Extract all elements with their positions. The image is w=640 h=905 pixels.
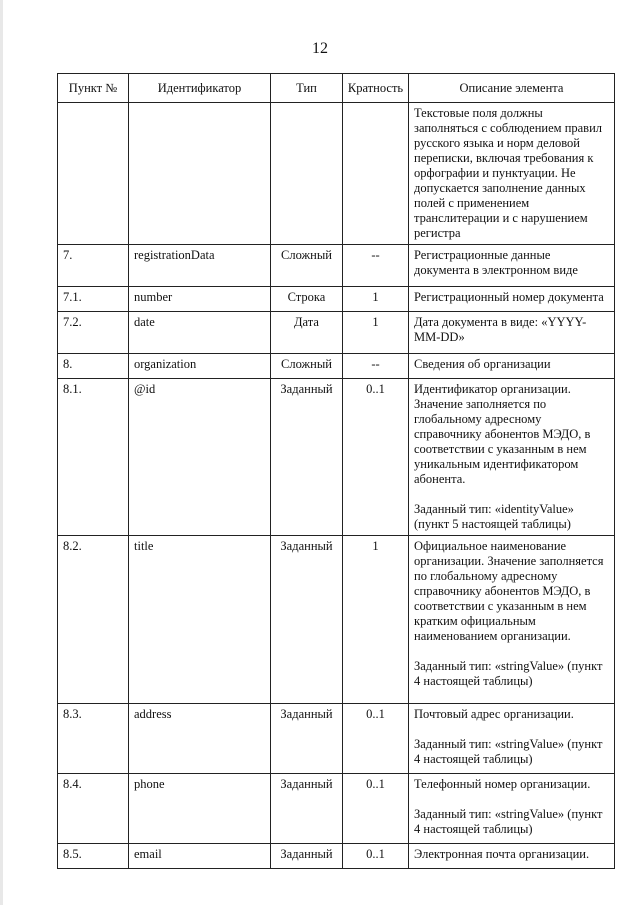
cell-multiplicity: 0..1 [343,774,409,844]
cell-multiplicity: 0..1 [343,844,409,869]
cell-description [409,312,615,354]
cell-identifier: title [129,536,271,704]
cell-type: Строка [271,287,343,312]
paragraph-gap [414,487,609,502]
table-row [58,287,615,312]
table-row [58,245,615,287]
cell-item-number: 8. [58,354,129,379]
description-paragraph: Идентификатор организации. Значение заполняется по глобальному адресному справочнику абонентов МЭДО, в соответствии с указанным в нем уникальным идентификатором абонента. [414,382,591,486]
cell-item-number: 7. [58,245,129,287]
table-row [58,379,615,536]
cell-multiplicity: 1 [343,312,409,354]
table-row [58,774,615,844]
table-header-row [58,74,615,103]
cell-multiplicity: 0..1 [343,704,409,774]
description-paragraph: Заданный тип: «identityValue» (пункт 5 настоящей таблицы) [414,502,574,531]
cell-identifier: email [129,844,271,869]
cell-description [409,704,615,774]
cell-item-number: 7.2. [58,312,129,354]
paragraph-gap [414,644,609,659]
description-paragraph: Регистрационные данные документа в электронном виде [414,248,578,277]
cell-description [409,774,615,844]
description-paragraph: Сведения об организации [414,357,551,371]
cell-identifier: organization [129,354,271,379]
description-paragraph: Заданный тип: «stringValue» (пункт 4 настоящей таблицы) [414,737,603,766]
cell-multiplicity: -- [343,245,409,287]
cell-type: Заданный [271,379,343,536]
cell-identifier: phone [129,774,271,844]
cell-identifier: number [129,287,271,312]
cell-description [409,844,615,869]
cell-item-number: 8.3. [58,704,129,774]
table-row [58,103,615,245]
description-paragraph: Телефонный номер организации. [414,777,591,791]
paragraph-gap [414,722,609,737]
cell-type: Заданный [271,844,343,869]
paragraph-gap [414,792,609,807]
cell-identifier [129,103,271,245]
cell-item-number: 8.4. [58,774,129,844]
description-paragraph: Официальное наименование организации. Значение заполняется по глобальному адресному справочнику абонентов МЭДО, в соответствии с указанным в нем кратким официальным наименованием организации. [414,539,604,643]
cell-multiplicity [343,103,409,245]
page-number: 12 [312,40,328,57]
cell-identifier: registrationData [129,245,271,287]
cell-item-number: 8.2. [58,536,129,704]
description-paragraph: Заданный тип: «stringValue» (пункт 4 настоящей таблицы) [414,807,603,836]
cell-item-number: 7.1. [58,287,129,312]
header-identifier: Идентификатор [129,74,271,103]
cell-type: Дата [271,312,343,354]
cell-type [271,103,343,245]
description-paragraph: Текстовые поля должны заполняться с соблюдением правил русского языка и норм деловой переписки, включая требования к орфографии и пунктуации. Не допускается заполнение данных полей с применением транслитерации и с нарушением регистра [414,106,603,240]
description-paragraph: Электронная почта организации. [414,847,590,861]
table-row [58,844,615,869]
cell-type: Заданный [271,536,343,704]
cell-identifier: date [129,312,271,354]
cell-description [409,287,615,312]
cell-description [409,379,615,536]
cell-multiplicity: -- [343,354,409,379]
table-row [58,312,615,354]
description-paragraph: Заданный тип: «stringValue» (пункт 4 настоящей таблицы) [414,659,603,688]
cell-item-number: 8.5. [58,844,129,869]
cell-description [409,245,615,287]
cell-identifier: @id [129,379,271,536]
cell-description [409,536,615,704]
description-paragraph: Дата документа в виде: «YYYY-MM-DD» [414,315,587,344]
cell-multiplicity: 0..1 [343,379,409,536]
cell-type: Сложный [271,245,343,287]
header-type: Тип [271,74,343,103]
cell-multiplicity: 1 [343,287,409,312]
description-paragraph: Регистрационный номер документа [414,290,604,304]
header-description: Описание элемента [409,74,615,103]
description-paragraph: Почтовый адрес организации. [414,707,574,721]
cell-item-number: 8.1. [58,379,129,536]
cell-item-number [58,103,129,245]
cell-description [409,354,615,379]
cell-multiplicity: 1 [343,536,409,704]
header-item-number: Пункт № [58,74,129,103]
cell-type: Заданный [271,774,343,844]
table-body [58,103,615,869]
scan-edge [0,0,3,905]
spec-table [57,73,615,869]
header-multiplicity: Кратность [343,74,409,103]
table-row [58,354,615,379]
cell-description [409,103,615,245]
cell-identifier: address [129,704,271,774]
table-row [58,536,615,704]
cell-type: Заданный [271,704,343,774]
table-row [58,704,615,774]
cell-type: Сложный [271,354,343,379]
